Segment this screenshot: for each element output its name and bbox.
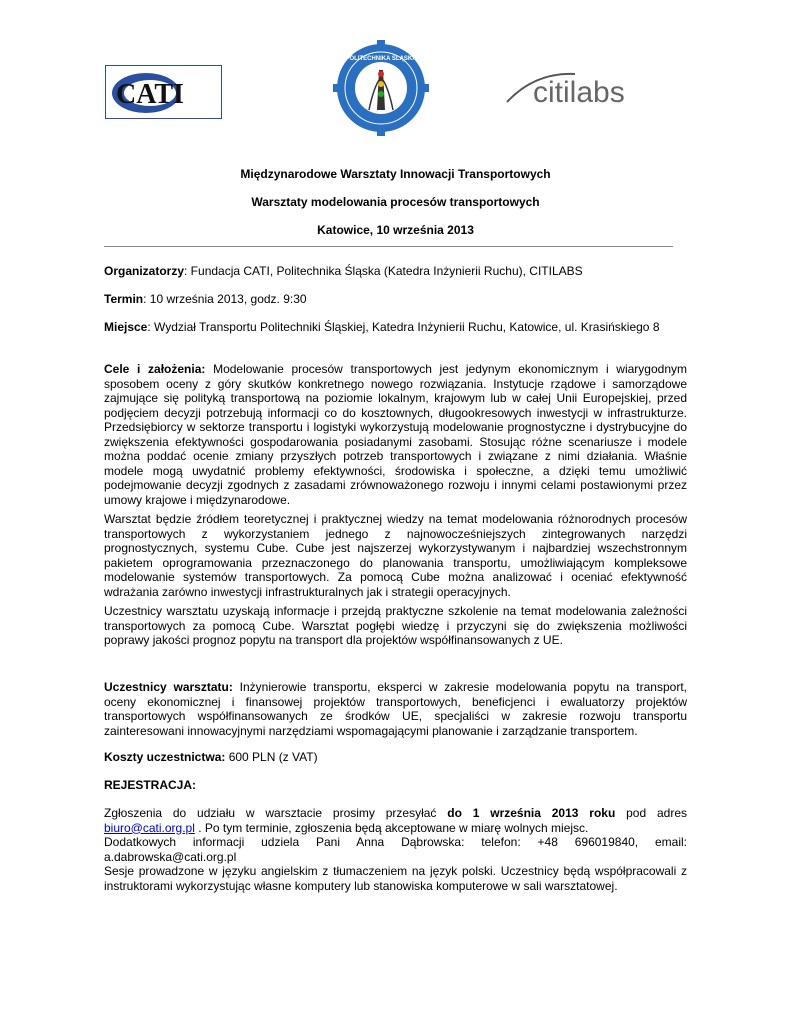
event-date: Katowice, 10 września 2013 [317, 223, 474, 237]
workshop-line: transportowych z wykorzystaniem jednego z najnowocześniejszych zintegrowanych narzędzi [104, 526, 687, 541]
participants-line: zainteresowani innowacyjnymi narzędziami wspomagającymi planowanie i zarządzanie transportem. [104, 723, 638, 738]
email-link[interactable]: biuro@cati.org.pl [104, 820, 195, 835]
goals-line: umowy krajowe i międzynarodowe. [104, 492, 291, 507]
cost-line [104, 750, 318, 765]
participants-info-line: transportowych za pomocą Cube. Warsztat pogłębi wiedzę i przyczyni się do zwiększenia możliwości [104, 618, 687, 633]
session-info-line: Sesje prowadzone w języku angielskim z tłumaczeniem na język polski. Uczestnicy będą współpracowali z [104, 864, 687, 878]
participants-info-line: Uczestnicy warsztatu uzyskają informacje i przejdą praktyczne szkolenie na temat modelowania zależności [104, 604, 687, 618]
goals-line: Przedsiębiorcy w sektorze transportu i logistyki wykorzystują modelowanie prognostyczne i dystrybucyjne do [104, 420, 687, 434]
registration-text: Zgłoszenia do udziału w warsztacie prosimy przesyłać [104, 806, 448, 820]
organizers-label: Organizatorzy [104, 264, 185, 278]
registration-text: . Po tym terminie, zgłoszenia będą akceptowane w miarę wolnych miejsc. [194, 820, 589, 835]
cati-logo-text: CATI [116, 79, 184, 110]
cati-logo [105, 65, 222, 119]
cost-label: Koszty uczestnictwa: [104, 750, 226, 764]
term-label: Termin [104, 292, 144, 306]
workshop-line: modelowanie systemów transportowych. Za pomocą Cube można analizować i oceniać efektywność [104, 570, 687, 584]
goals-line: podejmowanie decyzji zgodnych z zasadami zrównoważonego rozwoju i innymi celami postawionymi przez [104, 478, 687, 492]
registration-deadline: do 1 września 2013 roku [447, 806, 616, 820]
goals-line: zwiększenia efektywności gospodarowania posiadanymi zasobami. Stosując różne scenariusze i modele [104, 434, 687, 449]
participants-label: Uczestnicy warsztatu: [104, 680, 233, 694]
citilabs-logo [505, 62, 683, 110]
goals-line: modele mogą uwydatnić problemy efektywności, środowiska i społeczne, a dzięki temu umożliwić [104, 463, 687, 478]
organizers-line [104, 264, 583, 279]
goals-line: podjęciem decyzji potrzebują informacji co do kosztownych, długookresowych inwestycji w infrastrukturze. [104, 405, 687, 420]
goals-line: sposobem oceny z góry skutków konkretnego nowego rozwiązania. Instytucje rządowe i samorządowe [104, 376, 687, 391]
contact-line: Dodatkowych informacji udziela Pani Anna Dąbrowska: telefon: +48 696019840, email: [104, 835, 687, 849]
event-title: Międzynarodowe Warsztaty Innowacji Transportowych [240, 167, 551, 181]
citilabs-logo-text: citilabs [533, 76, 625, 109]
session-info-line: instruktorami wykorzystując własne komputery lub stanowiska komputerowe w sali warsztatowej. [104, 878, 618, 893]
place-line [104, 320, 660, 335]
polsl-logo [333, 40, 429, 136]
cost-text: 600 PLN (z VAT) [225, 750, 318, 764]
participants-info-line: poprawy jakości prognoz popytu na transport dla projektów współfinansowanych z UE. [104, 633, 563, 647]
goals-label: Cele i założenia: [104, 362, 206, 376]
participants-line: transportowych współfinansowanych ze środków UE, specjaliści w zakresie rozwoju transportu [104, 709, 687, 723]
goals-paragraph [104, 362, 687, 507]
participants-line: oceny ekonomicznej i finansowej projektów transportowych, beneficjenci i ewaluatorzy projektów [104, 694, 687, 709]
participants-line: Inżynierowie transportu, eksperci w zakresie modelowania popytu na transport, [232, 680, 687, 694]
participants-paragraph [104, 680, 687, 738]
workshop-line: Warsztat będzie źródłem teoretycznej i praktycznej wiedzy na temat modelowania różnorodnych procesów [104, 512, 687, 526]
goals-line: można poddać ocenie zmiany przyszłych potrzeb transportowych i związane z nimi działania. Właśnie [104, 449, 687, 463]
term-line [104, 292, 307, 307]
workshop-line: prognostycznych, systemu Cube. Cube jest najszerzej wykorzystywanym i najbardziej wszechstronnym [104, 541, 687, 555]
place-text: : Wydział Transportu Politechniki Śląskiej, Katedra Inżynierii Ruchu, Katowice, ul. Krasińskiego 8 [147, 320, 660, 334]
place-label: Miejsce [104, 320, 148, 334]
goals-line: Modelowanie procesów transportowych jest jedynym ekonomicznym i wiarygodnym [205, 362, 687, 376]
registration-text: pod adres [615, 806, 687, 820]
contact-email: a.dabrowska@cati.org.pl [104, 849, 237, 864]
registration-paragraph [104, 806, 687, 893]
header-divider [104, 246, 673, 247]
workshop-paragraph [104, 512, 687, 599]
term-text: : 10 września 2013, godz. 9:30 [143, 292, 307, 306]
participants-info-paragraph [104, 604, 687, 648]
goals-line: zajmujące się polityką transportową na poziomie lokalnym, krajowym lub w całej Unii Europejskiej, przed [104, 391, 687, 405]
event-subtitle: Warsztaty modelowania procesów transportowych [251, 195, 540, 209]
workshop-line: pakietem oprogramowania przeznaczonego do planowania transportu, umożliwiającym kompleksowe [104, 555, 687, 570]
svg-text:POLITECHNIKA ŚLĄSKA: POLITECHNIKA ŚLĄSKA [345, 56, 417, 62]
registration-heading: REJESTRACJA: [104, 778, 197, 792]
workshop-line: wdrażania zarówno inwestycji infrastrukturalnych jak i strategii operacyjnych. [104, 584, 511, 599]
organizers-text: : Fundacja CATI, Politechnika Śląska (Katedra Inżynierii Ruchu), CITILABS [184, 264, 583, 278]
